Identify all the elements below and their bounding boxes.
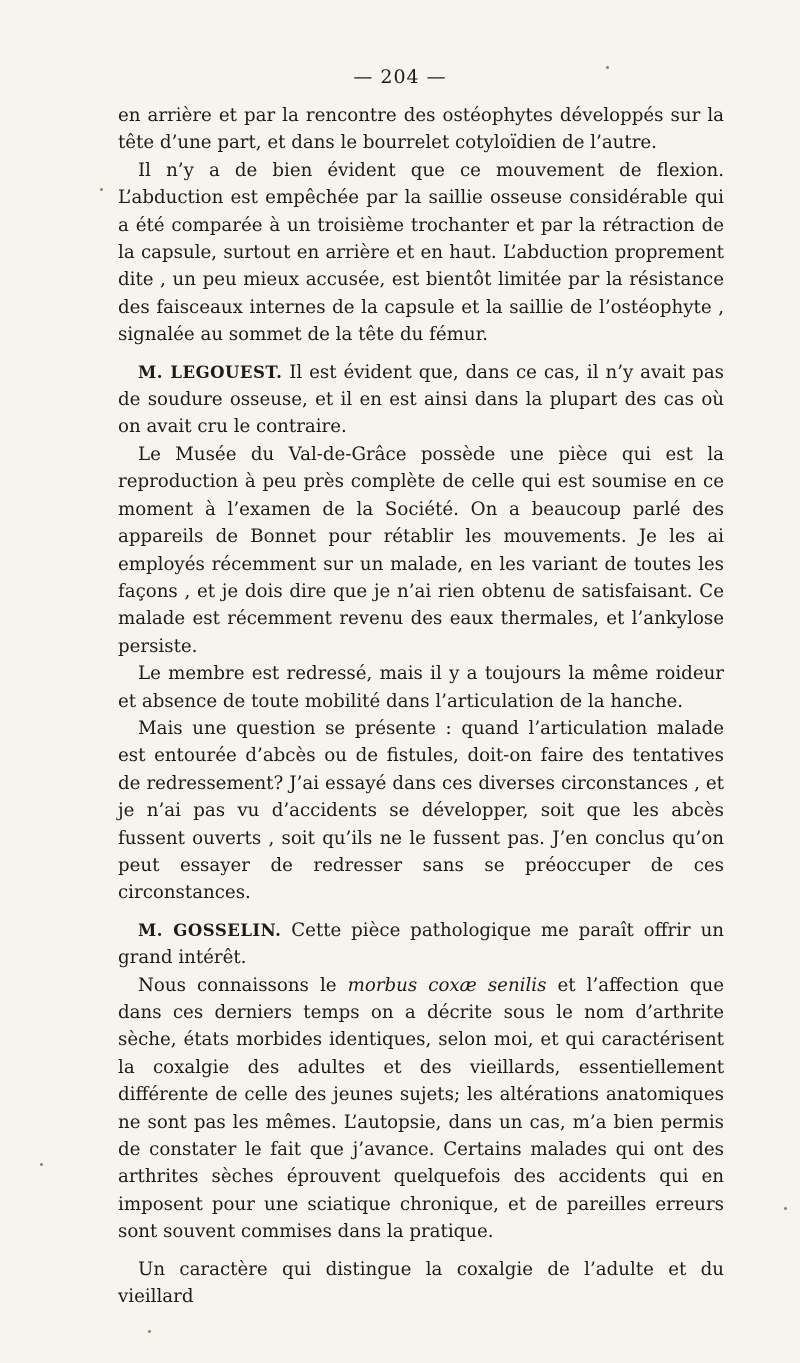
paragraph-1	[118, 102, 724, 157]
paragraph-text: Il n’y a de bien évident que ce mouvement de flexion. L’abduction est empêchée par la saillie osseuse considérable qui a été comparée à un troisième trochanter et par la rétraction de la capsule, surtout en arrière et en haut. L’abduction proprement dite , un peu mieux accusée, est bientôt limitée par la résistance des faisceaux internes de la capsule et la saillie de l’ostéophyte , signalée au sommet de la tête du fémur.	[118, 159, 724, 346]
paragraph-3-legouest	[118, 359, 724, 441]
paragraph-9	[118, 1256, 724, 1311]
paper-speck	[784, 1207, 787, 1210]
paper-speck	[100, 188, 103, 191]
page-number: — 204 —	[353, 66, 447, 88]
paragraph-text: Un caractère qui distingue la coxalgie de l’adulte et du vieillard	[118, 1258, 724, 1308]
speaker-name: M. LEGOUEST.	[138, 362, 283, 382]
paper-speck	[148, 1330, 151, 1333]
paragraph-text: et l’affection que dans ces derniers temps on a décrite sous le nom d’arthrite sèche, états morbides identiques, selon moi, et qui caractérisent la coxalgie des adultes et des vieillards, essentiellement différente de celle des jeunes sujets; les altérations anatomiques ne sont pas les mêmes. L’autopsie, dans un cas, m’a bien permis de constater le fait que j’avance. Certains malades qui ont des arthrites sèches éprouvent quelquefois des accidents qui en imposent pour une sciatique chronique, et de pareilles erreurs sont souvent commises dans la pratique.	[118, 974, 724, 1243]
paragraph-6	[118, 715, 724, 907]
speaker-name: M. GOSSELIN.	[138, 920, 282, 940]
paragraph-text: Le membre est redressé, mais il y a toujours la même roideur et absence de toute mobilité dans l’articulation de la hanche.	[118, 663, 724, 712]
paper-speck	[40, 1163, 43, 1166]
paragraph-text: Mais une question se présente : quand l’articulation malade est entourée d’abcès ou de fistules, doit-on faire des tentatives de redressement? J’ai essayé dans ces diverses circonstances , et je n’ai pas vu d’accidents se développer, soit que les abcès fussent ouverts , soit qu’ils ne le fussent pas. J’en conclus qu’on peut essayer de redresser sans se préoccuper de ces circonstances.	[118, 717, 724, 904]
paragraph-4	[118, 441, 724, 660]
paragraph-text: en arrière et par la rencontre des ostéophytes développés sur la tête d’une part, et dans le bourrelet cotyloïdien de l’autre.	[118, 105, 724, 154]
paragraph-7-gosselin	[118, 917, 724, 972]
paragraph-text: Nous connaissons le	[138, 974, 348, 996]
body-text	[118, 102, 724, 1310]
paper-speck	[606, 66, 609, 69]
paragraph-text: Cette pièce pathologique me paraît offrir un grand intérêt.	[118, 919, 724, 969]
paragraph-8	[118, 972, 724, 1246]
italic-term: morbus coxæ senilis	[347, 974, 547, 996]
paragraph-text: Il est évident que, dans ce cas, il n’y avait pas de soudure osseuse, et il en est ainsi dans la plupart des cas où on avait cru le contraire.	[118, 361, 724, 438]
paragraph-5	[118, 660, 724, 715]
paragraph-text: Le Musée du Val-de-Grâce possède une pièce qui est la reproduction à peu près complète de celle qui est soumise en ce moment à l’examen de la Société. On a beaucoup parlé des appareils de Bonnet pour rétablir les mouvements. Je les ai employés récemment sur un malade, en les variant de toutes les façons , et je dois dire que je n’ai rien obtenu de satisfaisant. Ce malade est récemment revenu des eaux thermales, et l’ankylose persiste.	[118, 443, 724, 657]
paragraph-2	[118, 157, 724, 349]
